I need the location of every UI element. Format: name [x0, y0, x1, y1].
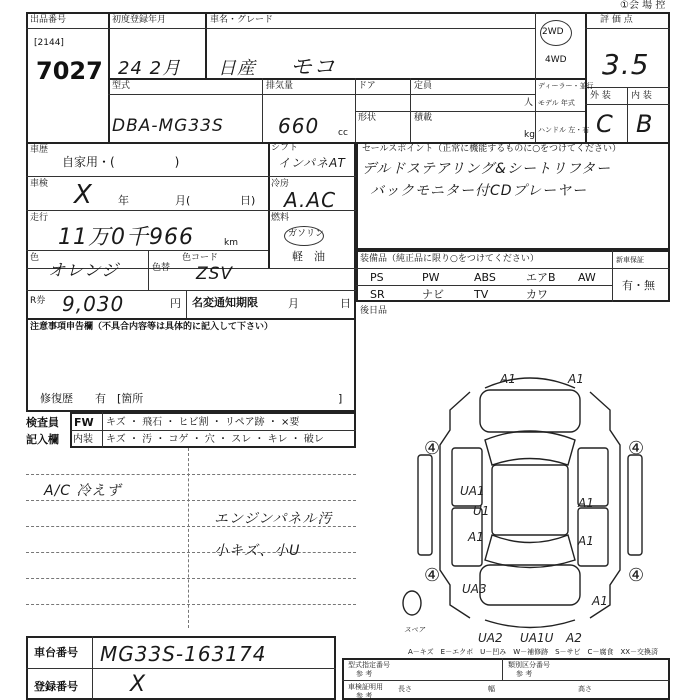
mileage-value: 11万0千966: [58, 225, 194, 250]
damage-mark: ④: [628, 438, 645, 459]
note-2: エンジンパネル汚: [214, 511, 333, 527]
cert-sub: 参 考: [356, 692, 373, 700]
rear-window: [485, 535, 575, 568]
grade-value: 3.5: [602, 48, 650, 81]
notice-month: 月: [288, 297, 299, 310]
windshield: [485, 431, 575, 465]
damage-mark: UA3: [462, 582, 487, 596]
disp-unit: cc: [338, 128, 348, 138]
sales-label: セールスポイント（正常に機能するものに○をつけてください）: [362, 144, 622, 154]
body-right: [590, 392, 620, 618]
usage-value: 自家用・( ): [62, 155, 180, 169]
damage-mark: A1: [578, 534, 594, 548]
capacity-label: 定員: [414, 81, 433, 91]
shaken-month: 月(: [175, 194, 191, 207]
fuel-label: 燃料: [271, 213, 290, 223]
width-label: 幅: [488, 685, 495, 693]
grade-label: 評 価 点: [600, 15, 633, 25]
interior-value: B: [636, 110, 654, 138]
recycle-label: R券: [30, 296, 46, 306]
maker-value: 日産: [218, 58, 256, 79]
load-unit: kg: [524, 130, 535, 140]
drive-4wd: 4WD: [545, 55, 567, 65]
fw-label: FW: [74, 416, 94, 429]
drive-2wd: 2WD: [542, 27, 564, 37]
side-right: [628, 455, 642, 555]
rear-bumper: [485, 620, 575, 628]
spare-tire-icon: [403, 591, 421, 615]
class-sub: 参 考: [516, 670, 533, 678]
exterior-value: C: [596, 110, 614, 138]
ac-label: 冷房: [271, 179, 290, 189]
shaken-day: 日): [240, 194, 256, 207]
note-1: A/C 冷えず: [44, 483, 122, 499]
writer-label: 記入欄: [26, 433, 59, 446]
notes-label: 注意事項申告欄（不具合内容等は具体的に記入して下さい）: [30, 322, 274, 332]
reg-label: 登録番号: [34, 680, 78, 693]
first-reg-label: 初度登録年月: [112, 15, 167, 25]
fuel-diesel: 軽 油: [292, 250, 325, 263]
shaken-label: 車検: [30, 179, 49, 189]
damage-mark: UA1U: [520, 631, 554, 645]
type-label: 型式: [112, 81, 131, 91]
tailgate: [480, 565, 580, 605]
damage-mark: UA2: [478, 631, 503, 645]
cert-label: 車検証明用: [348, 683, 383, 691]
hood: [480, 390, 580, 432]
damage-mark: ④: [424, 438, 441, 459]
spec-number-frame: [342, 658, 670, 700]
type-value: DBA-MG33S: [112, 116, 224, 136]
notice-label: 名変通知期限: [192, 296, 258, 309]
exterior-label: 外 装: [590, 91, 611, 101]
reg-value: X: [130, 672, 147, 697]
door-label: ドア: [358, 81, 376, 91]
disp-label: 排気量: [266, 81, 294, 91]
color-no-label: 色替: [152, 263, 171, 273]
color-label: 色: [30, 253, 40, 263]
handle-label: ハンドル 左・右: [538, 126, 590, 134]
repair-close: ]: [338, 392, 343, 405]
damage-mark: ④: [424, 565, 441, 586]
rear-seat-label: 後日品: [360, 306, 388, 316]
equip-item: TV: [474, 288, 489, 301]
first-reg-value: 24 2月: [118, 58, 182, 79]
equip-item: ABS: [474, 271, 496, 284]
note-3: 小キズ、小U: [214, 543, 301, 559]
newcar-label: 新車保証: [616, 256, 644, 264]
damage-mark: ④: [628, 565, 645, 586]
lot-sub: [2144]: [34, 38, 64, 48]
shift-value: インパネAT: [278, 156, 346, 170]
shift-label: シフト: [271, 143, 299, 153]
damage-mark: スペア: [404, 626, 425, 634]
equip-item: ナビ: [422, 288, 444, 301]
warranty-value: 有・無: [622, 279, 655, 292]
damage-mark: A2: [566, 631, 582, 645]
equip-item: PW: [422, 271, 440, 284]
equip-item: SR: [370, 288, 385, 301]
fuel-gas: ガソリン: [288, 229, 325, 239]
roof: [492, 465, 568, 535]
dealer-label: ディーラー・並行: [538, 82, 594, 90]
copy-title: ①会 場 控: [620, 0, 666, 11]
equip-label: 装備品（純正品に限り○をつけてください）: [360, 254, 539, 264]
equip-item: AW: [578, 271, 596, 284]
car-name-label: 車名・グレード: [210, 15, 274, 25]
chassis-value: MG33S-163174: [100, 642, 267, 666]
usage-label: 車歴: [30, 145, 49, 155]
interior-items: キズ ・ 汚 ・ コゲ ・ 穴 ・ スレ ・ キレ ・ 破レ: [106, 434, 324, 445]
fw-items: キズ ・ 飛石 ・ ヒビ割 ・ リペア跡 ・ ×要: [106, 417, 300, 428]
damage-mark: A1: [500, 372, 516, 386]
repair-label: 修復歴 有 [箇所: [40, 392, 144, 405]
disp-value: 660: [278, 114, 320, 138]
mileage-unit: km: [224, 238, 238, 248]
damage-mark: A1: [592, 594, 608, 608]
notice-day: 日: [340, 297, 351, 310]
interior-label: 内 装: [631, 91, 652, 101]
chassis-label: 車台番号: [34, 646, 78, 659]
damage-mark: UA1: [460, 484, 485, 498]
equip-item: エアB: [526, 271, 556, 284]
model-year-label: モデル 年式: [538, 99, 575, 107]
color-code-value: ZSV: [196, 264, 234, 284]
damage-mark: A1: [578, 496, 594, 510]
sales-line-2: バックモニター付CDプレーヤー: [370, 183, 587, 199]
type-spec-sub: 参 考: [356, 670, 373, 678]
ac-value: A.AC: [284, 188, 337, 212]
sales-line-1: デルドステアリング&シートリフター: [362, 161, 611, 177]
color-value: オレンジ: [48, 261, 120, 281]
lot-number: 7027: [36, 57, 103, 85]
equip-item: カワ: [526, 288, 548, 301]
load-label: 積載: [414, 113, 433, 123]
front-bumper: [485, 378, 575, 388]
damage-mark: A1: [568, 372, 584, 386]
length-label: 長さ: [398, 685, 412, 693]
class-label: 類別区分番号: [508, 661, 550, 669]
damage-mark: A1: [468, 530, 484, 544]
damage-mark: U1: [473, 504, 490, 518]
interior-row-label: 内装: [73, 434, 93, 445]
shape-label: 形状: [358, 113, 377, 123]
side-left: [418, 455, 432, 555]
height-label: 高さ: [578, 685, 592, 693]
shaken-value: X: [74, 180, 93, 210]
shaken-year: 年: [118, 194, 129, 207]
capacity-unit: 人: [524, 98, 534, 108]
equip-item: PS: [370, 271, 384, 284]
recycle-value: 9,030: [62, 292, 125, 316]
lot-label: 出品番号: [30, 15, 67, 25]
mileage-label: 走行: [30, 213, 49, 223]
inspector-label: 検査員: [26, 416, 59, 429]
car-diagram: [400, 360, 660, 640]
model-name-value: モコ: [290, 55, 337, 80]
recycle-unit: 円: [170, 297, 181, 310]
damage-legend: A－キズ E－エクボ U－凹み W－補修跡 S－サビ C－腐食 XX－交換済: [408, 648, 659, 656]
color-code-label: 色コード: [182, 253, 219, 263]
type-spec-label: 型式指定番号: [348, 661, 390, 669]
